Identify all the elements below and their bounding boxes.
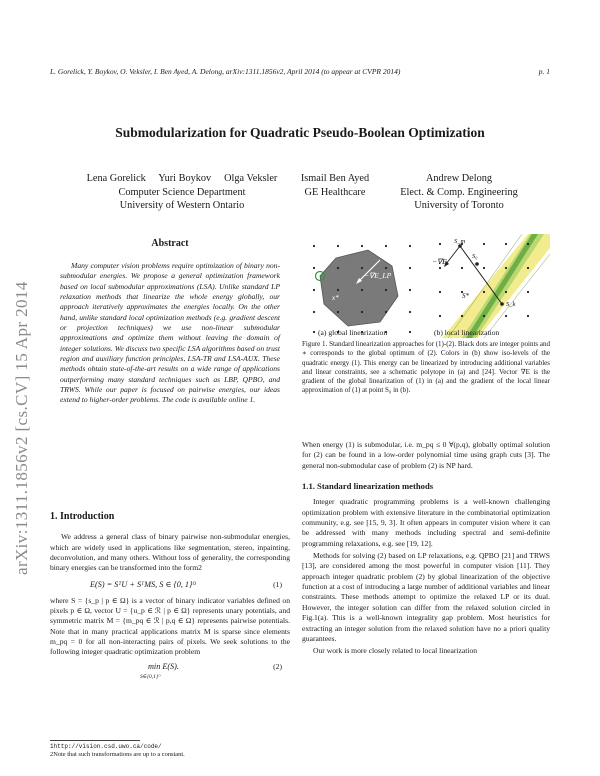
grad-elp-label: −∇E_LP: [364, 271, 392, 280]
intro-heading: 1. Introduction: [50, 511, 115, 522]
abstract-heading: Abstract: [151, 238, 189, 249]
x-star-label: x*: [332, 294, 339, 302]
s-star-label: S*: [462, 292, 469, 300]
arxiv-stamp-text: arXiv:1311.1856v2 [cs.CV] 15 Apr 2014: [12, 281, 31, 575]
figure-1b-label: (b) local linearization: [434, 328, 500, 337]
sk-point: [500, 302, 504, 306]
figure-1a-label: (a) global linearization: [318, 328, 388, 337]
s0-label: S₀: [472, 253, 478, 260]
author-group-toronto: [384, 172, 534, 213]
equation-1-number: (1): [273, 579, 282, 589]
equation-1: [50, 578, 290, 596]
right-paragraph-3: Methods for solving (2) based on LP relaxations, e.g. QPBO [21] and TRWS [13], are considered among the most powerful in computer vision [11]. They approach integer quadratic problem (2) by global linearization of the objective function at a cost of introducing a large number of additional variables and linear constraints. These methods attempt to optimize the relaxed LP or its dual. However, the integer solution can differ from the relaxed solution circled in Fig.1(a). This is a well-known integrality gap problem. Most heuristics for extracting an integer solution from the relaxed solution have no a priori quality guarantees.: [302, 551, 550, 643]
sk-label: S_k: [506, 301, 516, 308]
subsection-heading: 1.1. Standard linearization methods: [302, 481, 434, 492]
equation-2-number: (2): [273, 661, 282, 671]
right-paragraph-2: Integer quadratic programming problems is a well-known challenging optimization problem with extensive literature in the combinatorial optimization community, e.g. see [15, 9, 3]. It often appears in computer vision where it can be addressed with many methods including spectral and semi-definite programming relaxations, e.g. see [19, 12].: [302, 497, 550, 548]
figure-1a-polytope: [306, 238, 418, 336]
running-header: [50, 67, 550, 76]
introduction-section: [50, 512, 290, 682]
author-dept: Computer Science Department: [118, 186, 246, 198]
page-number: p. 1: [538, 67, 550, 76]
author-affil: GE Healthcare: [304, 186, 366, 198]
figure-1-caption: Figure 1. Standard linearization approaches for (1)-(2). Black dots are integer points and ∗ corresponds to the global optimum of (2). Colors in (b) show iso-levels of the quadratic energy (1). This energy can be linearized by introducing additional variables and linear constraints, see a schematic polytope in (a) and [24]. Vector ∇E is the gradient of the global linearization of (1) in (a) and the gradient of the local linear approximation of (1) at point S₀ in (b).: [302, 340, 550, 395]
equation-2: [50, 662, 290, 682]
abstract-text: Many computer vision problems require optimization of binary non-submodular energies. We propose a general optimization framework based on local submodular approximations (LSA). Unlike standard LP relaxation methods that linearize the whole energy globally, our approach iteratively approximates the energies locally. On the other hand, unlike standard local optimization methods (e.g. gradient descent or projection techniques) we use non-linear submodular approximations and optimize them without leaving the domain of integer solutions. We discuss two specific LSA algorithms based on trust region and auxiliary function principles, LSA-TR and LSA-AUX. These methods obtain state-of-the-art results on a wide range of applications outperforming many standard techniques such as LBP, QPBO, and TRWS. While our paper is focused on pairwise energies, our ideas extend to higher-order problems. The code is available online 1.: [60, 261, 280, 405]
footnote-2: 2Note that such transformations are up to a constant.: [50, 751, 185, 758]
paper-title: Submodularization for Quadratic Pseudo-Boolean Optimization: [115, 125, 485, 140]
right-paragraph-1: When energy (1) is submodular, i.e. m_pq ≤ 0 ∀(p,q), globally optimal solution for (2) can be found in a low-order polynomial time using graph cuts [3]. The general non-submodular case of problem (2) is NP hard.: [302, 440, 550, 470]
footnote-1: 1http://vision.csd.uwo.ca/code/: [50, 743, 162, 750]
author-names: Lena Gorelick Yuri Boykov Olga Veksler: [86, 173, 278, 184]
author-group-ge: [290, 172, 380, 199]
footnotes: [50, 743, 290, 759]
s-m-label: S_m: [454, 238, 466, 245]
abstract-body: [50, 261, 290, 406]
abstract-section: [50, 238, 290, 406]
running-head-text: L. Gorelick, Y. Boykov, O. Veksler, I. Ben Ayed, A. Delong, arXiv:1311.1856v2, April 2014 (to appear at CVPR 2014): [50, 67, 401, 76]
right-column: [302, 440, 550, 657]
author-dept: Elect. & Comp. Engineering: [400, 186, 518, 198]
author-univ: University of Toronto: [414, 200, 504, 211]
right-paragraph-4: Our work is more closely related to local linearization: [313, 646, 478, 656]
figure-1b-isolevels: [432, 234, 550, 338]
equation-2-body: min E(S).: [148, 661, 179, 671]
equation-1-body: E(S) = SᵀU + SᵀMS, S ∈ {0, 1}ᴼ: [90, 579, 197, 589]
author-group-uwo: [62, 172, 302, 213]
grad-e-label: −∇E: [432, 257, 447, 266]
equation-2-subscript: S∈{0,1}ᴼ: [140, 673, 161, 680]
figure-1: [302, 232, 550, 340]
arxiv-stamp: [12, 205, 38, 575]
footnote-rule: [50, 740, 140, 741]
intro-paragraph-2: where S = {s_p | p ∈ Ω} is a vector of binary indicator variables defined on pixels p ∈ Ω, vector U = {u_p ∈ ℛ | p ∈ Ω} represents unary potentials, and symmetric matrix M = {m_pq ∈ ℛ | p,q ∈ Ω} represents pairwise potentials. Note that in many practical applications matrix M is sparse since elements m_pq = 0 for all non-interacting pairs of pixels. We seek solutions to the following integer quadratic optimization problem: [50, 595, 290, 657]
author-name: Andrew Delong: [425, 173, 493, 184]
intro-paragraph-1: We address a general class of binary pairwise non-submodular energies, which are widely used in applications like segmentation, stereo, inpainting, deconvolution, and many others. Without loss of generality, the corresponding binary energies can be transformed into the form2: [50, 532, 290, 573]
author-name: Ismail Ben Ayed: [300, 173, 370, 184]
author-univ: University of Western Ontario: [119, 200, 245, 211]
sm-point: [475, 262, 479, 266]
lp-polytope: [320, 250, 398, 326]
